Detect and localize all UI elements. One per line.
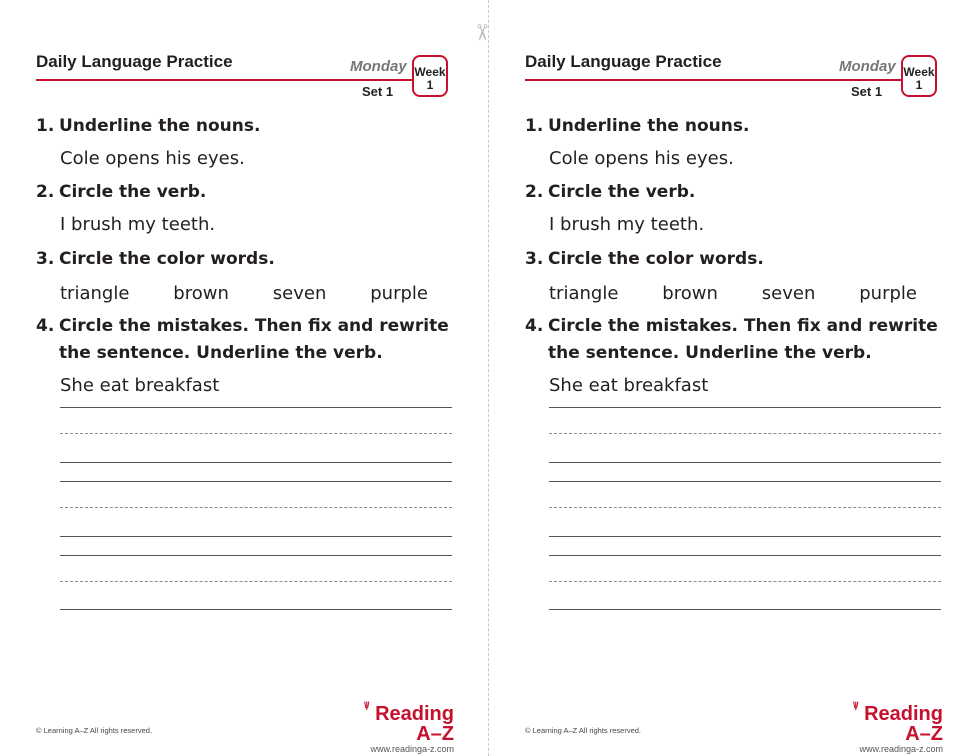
writing-line — [549, 407, 941, 408]
question-1 — [36, 116, 260, 136]
logo-text: Reading A–Z — [864, 703, 943, 745]
word-option[interactable]: purple — [859, 283, 917, 304]
word-option[interactable]: brown — [662, 283, 718, 304]
question-4-sentence[interactable]: She eat breakfast — [549, 375, 709, 396]
logo-text: Reading A–Z — [375, 703, 454, 745]
question-number: 2. — [525, 182, 544, 202]
worksheet-left — [36, 0, 456, 756]
word-option[interactable]: brown — [173, 283, 229, 304]
word-option[interactable]: triangle — [549, 283, 619, 304]
copyright-text: © Learning A–Z All rights reserved. — [36, 726, 153, 735]
writing-line — [60, 609, 452, 610]
word-option[interactable]: purple — [370, 283, 428, 304]
question-prompt: Circle the mistakes. Then fix and rewrite — [548, 316, 938, 336]
question-number: 3. — [36, 249, 55, 269]
logo-url[interactable]: www.readinga-z.com — [859, 744, 943, 754]
question-2 — [525, 182, 695, 202]
week-number: 1 — [915, 78, 923, 92]
question-2-sentence[interactable]: I brush my teeth. — [60, 214, 216, 235]
reading-az-logo[interactable] — [356, 700, 454, 754]
scissors-icon: ✂ — [468, 23, 494, 42]
question-1-sentence[interactable]: Cole opens his eyes. — [60, 148, 245, 169]
writing-line — [60, 555, 452, 556]
logo-rays-icon: \|/ — [364, 700, 369, 710]
week-badge — [901, 55, 937, 97]
worksheet-right — [525, 0, 945, 756]
question-number: 2. — [36, 182, 55, 202]
header-rule — [36, 79, 416, 81]
day-label: Monday — [350, 58, 407, 75]
writing-midline — [549, 433, 941, 434]
writing-line — [60, 481, 452, 482]
header-rule — [525, 79, 905, 81]
day-label: Monday — [839, 58, 896, 75]
writing-line — [60, 536, 452, 537]
question-3 — [36, 249, 275, 269]
question-prompt: Circle the verb. — [59, 182, 207, 202]
question-4-prompt-cont: the sentence. Underline the verb. — [548, 343, 872, 363]
reading-az-logo[interactable] — [845, 700, 943, 754]
question-prompt: Underline the nouns. — [59, 116, 261, 136]
worksheet-title: Daily Language Practice — [525, 52, 722, 71]
question-4-prompt-cont: the sentence. Underline the verb. — [59, 343, 383, 363]
writing-line — [549, 462, 941, 463]
question-4 — [525, 316, 938, 336]
question-4-sentence[interactable]: She eat breakfast — [60, 375, 220, 396]
word-option[interactable]: seven — [272, 283, 327, 304]
question-2-sentence[interactable]: I brush my teeth. — [549, 214, 705, 235]
question-number: 3. — [525, 249, 544, 269]
week-badge — [412, 55, 448, 97]
writing-line — [549, 609, 941, 610]
writing-midline — [549, 507, 941, 508]
color-word-list — [60, 283, 428, 304]
question-prompt: Circle the color words. — [548, 249, 764, 269]
logo-url[interactable]: www.readinga-z.com — [370, 744, 454, 754]
writing-line — [60, 462, 452, 463]
question-1 — [525, 116, 749, 136]
question-1-sentence[interactable]: Cole opens his eyes. — [549, 148, 734, 169]
question-prompt: Circle the mistakes. Then fix and rewrite — [59, 316, 449, 336]
color-word-list — [549, 283, 917, 304]
question-prompt: Underline the nouns. — [548, 116, 750, 136]
question-prompt: Circle the verb. — [548, 182, 696, 202]
question-number: 4. — [36, 316, 55, 336]
question-number: 1. — [525, 116, 544, 136]
worksheet-title: Daily Language Practice — [36, 52, 233, 71]
cut-line — [488, 0, 489, 756]
question-4 — [36, 316, 449, 336]
writing-line — [549, 481, 941, 482]
question-3 — [525, 249, 764, 269]
writing-line — [549, 555, 941, 556]
week-label: Week — [414, 65, 446, 79]
set-label: Set 1 — [362, 84, 394, 99]
set-label: Set 1 — [851, 84, 883, 99]
week-label: Week — [903, 65, 935, 79]
copyright-text: © Learning A–Z All rights reserved. — [525, 726, 642, 735]
writing-midline — [60, 507, 452, 508]
question-prompt: Circle the color words. — [59, 249, 275, 269]
writing-midline — [60, 433, 452, 434]
writing-line — [549, 536, 941, 537]
word-option[interactable]: triangle — [60, 283, 130, 304]
question-number: 4. — [525, 316, 544, 336]
question-2 — [36, 182, 206, 202]
writing-midline — [60, 581, 452, 582]
writing-line — [60, 407, 452, 408]
logo-rays-icon: \|/ — [853, 700, 858, 710]
word-option[interactable]: seven — [761, 283, 816, 304]
question-number: 1. — [36, 116, 55, 136]
writing-midline — [549, 581, 941, 582]
week-number: 1 — [426, 78, 434, 92]
